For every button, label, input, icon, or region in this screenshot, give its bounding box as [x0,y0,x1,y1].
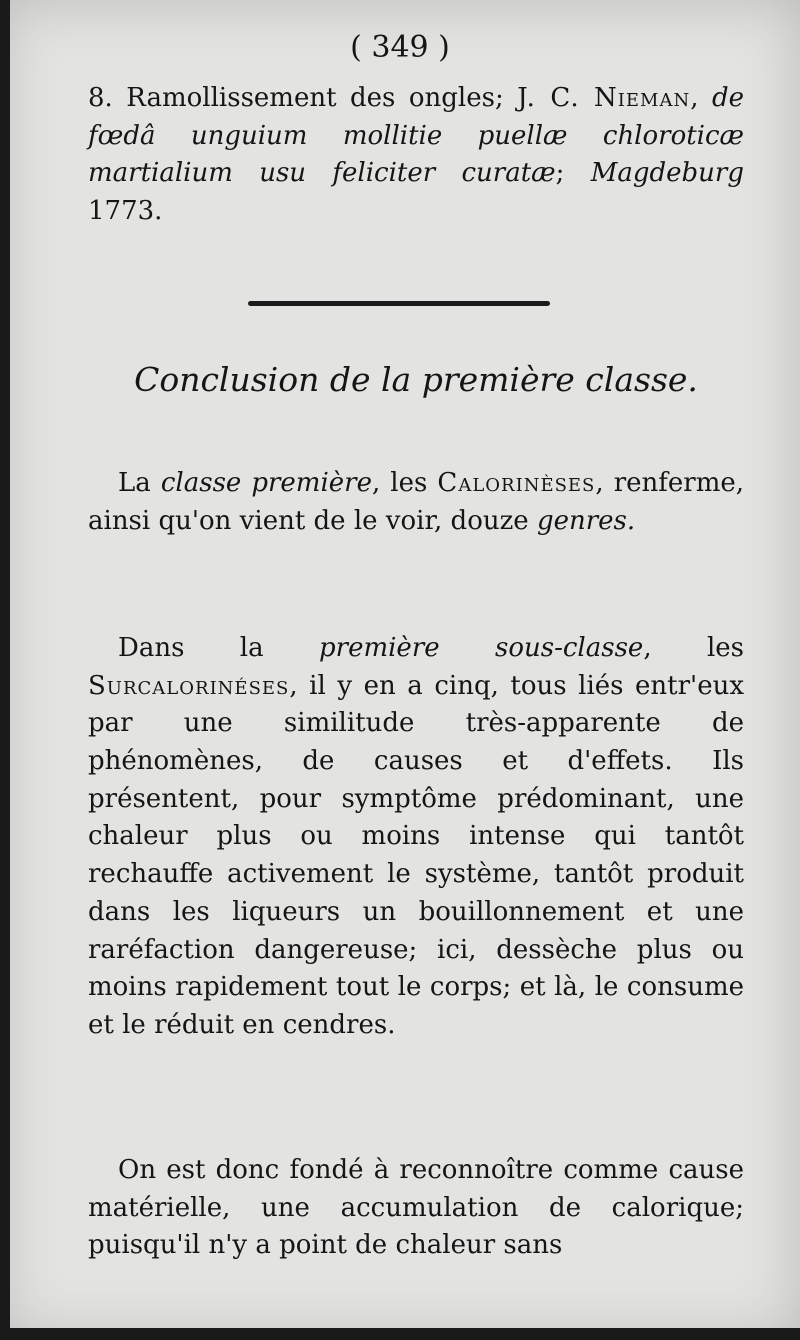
p1-name: Calorinèses [437,468,596,498]
entry-title: Ramollissement des ongles [126,83,495,113]
p2-mid: , les [643,633,745,663]
entry-year: 1773. [88,196,163,227]
paragraph-3 [88,1152,744,1265]
p1-rest: , renferme, ainsi qu'on vient de le voir, douze [88,468,745,536]
p2-name: Surcalorinéses [88,670,290,701]
p3-text: On est donc fondé à reconnoître comme cause matérielle, une accumulation de calorique; puisqu'il n'y a point de chaleur sans [88,1155,744,1261]
p1-genres: genres. [536,505,636,536]
section-divider [248,301,550,306]
section-heading: Conclusion de la première classe. [134,360,698,399]
entry-place: Magdeburg [590,158,744,189]
page-edge-bottom [0,1328,800,1340]
p2-sous-classe: première sous-classe [319,633,644,663]
p1-start: La [118,468,151,498]
p2-rest: , il y en a cinq, tous liés entr'eux par une similitude très-apparente de phénomènes, de causes et d'effets. Ils présentent, pour symptôme prédominant, une chaleur plus ou moins intense qui tantôt rechauffe activement le système, tantôt produit dans les liqueurs un bouillonnement et une raréfaction dangereuse; ici, dessèche plus ou moins rapidement tout le corps; et là, le consume et le réduit en cendres. [88,670,744,1040]
entry-number: 8. [88,83,113,113]
paragraph-1 [88,465,744,540]
paragraph-2 [88,630,744,1045]
entry-author: J. C. Nieman [517,83,691,113]
p1-mid: , les [371,468,428,498]
page-edge-left [0,0,10,1340]
p1-classe: classe première [160,468,372,498]
p2-start: Dans la [118,633,264,663]
bibliography-entry: 8. Ramollissement des ongles; J. C. Nieman, de fœdâ unguium mollitie puellæ chloroticæ martialium usu feliciter curatæ; Magdeburg 1773. [88,83,745,227]
page-number: ( 349 ) [350,30,450,65]
entry-latin-title: de fœdâ unguium mollitie puellæ chloroticæ martialium usu feliciter curatæ [88,83,745,189]
